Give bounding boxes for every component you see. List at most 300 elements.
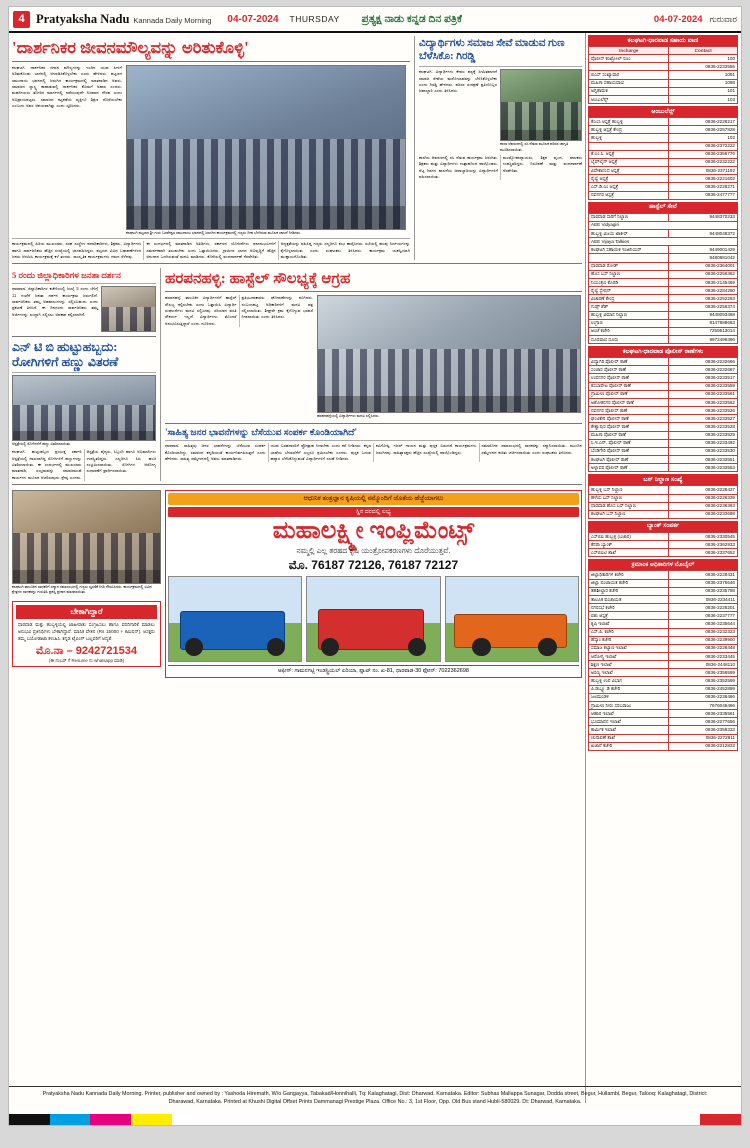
row-label: ಹುಬ್ಬಳ್ಳಿ <box>589 134 669 142</box>
row-number: 0836-2233528 <box>669 423 738 431</box>
table-row <box>589 191 738 199</box>
table-row <box>589 270 738 278</box>
row-number: 100 <box>669 55 738 63</box>
table-row <box>589 486 738 494</box>
row-number: 0836-2232666 <box>669 358 738 366</box>
issue-number-badge: 4 <box>13 11 30 28</box>
row-label <box>589 142 669 150</box>
directory-table <box>588 117 738 200</box>
row-number: 0836-2335561 <box>669 710 738 718</box>
masthead-date: 04-07-2024 <box>227 13 279 25</box>
row-number: 0836-2356776 <box>669 150 738 158</box>
row-number: 0836-2452899 <box>669 685 738 693</box>
table-row <box>589 710 738 718</box>
row-number: 0836-2376646 <box>669 579 738 587</box>
table-row <box>589 595 738 603</box>
side-story <box>414 36 582 260</box>
mahalakshmi-advertisement[interactable] <box>165 490 582 678</box>
row-label: ಆರೋಗ್ಯ ಇಲಾಖೆ <box>589 653 669 661</box>
table-row <box>589 374 738 382</box>
ad-phone[interactable]: ಮೊ. 76187 72126, 76187 72127 <box>288 558 459 573</box>
table-row <box>589 587 738 595</box>
row-label: ಅಗ್ನಿಶಾಮಕ <box>589 87 669 95</box>
table-row <box>589 295 738 303</box>
row-number: 9972499366 <box>669 336 738 344</box>
row-label: ಧಾರವಾಡ ಹೊಸ ಬಸ್ ನಿಲ್ದಾಣ <box>589 502 669 510</box>
dc-janata-darshan-story <box>12 268 161 481</box>
directory-section <box>588 346 738 472</box>
row-label: ಅಶೋಕನಗರ ಪೊಲೀಸ್ ಠಾಣೆ <box>589 398 669 406</box>
row-label: ರೈಲ್ವೆ ಆಸ್ಪತ್ರೆ <box>589 175 669 183</box>
paper-title: Pratyaksha Nadu <box>36 11 130 26</box>
row-label: ನಗರಸಭೆ ಕಚೇರಿ <box>589 604 669 612</box>
row-number: 0836-2233555 <box>669 63 738 71</box>
table-row <box>589 502 738 510</box>
harapanahalli-col2: ಪ್ರತಿಭಟನಾಕಾರರು ಘೋಷಣೆಗಳನ್ನು ಕೂಗಿದರು. ಸಂಬಂಧಪಟ್ಟ ಅಧಿಕಾರಿಗಳಿಗೆ ಮನವಿ ಪತ್ರ ಸಲ್ಲಿಸಲಾಯಿತು. ಶೀಘ್ರವೇ ಕ್ರಮ ಕೈಗೊಳ್ಳುವ ಭರವಸೆ ನೀಡಲಾಯಿತು ಎಂದು ತಿಳಿಸಿದರು. <box>241 295 313 320</box>
row-number: 101 <box>669 87 738 95</box>
table-row <box>589 358 738 366</box>
dc-portrait-photo <box>101 286 156 332</box>
table-row <box>589 541 738 549</box>
directory-table <box>588 485 738 519</box>
row-number: 9449001429 <box>669 246 738 254</box>
table-header-row <box>589 47 738 55</box>
row-number: 0836-2228437 <box>669 486 738 494</box>
row-number: 0836-2234411 <box>669 595 738 603</box>
table-row <box>589 175 738 183</box>
table-row <box>589 319 738 327</box>
table-row <box>589 382 738 390</box>
row-label: ಕಸಬಾಪೇಟ ಪೊಲೀಸ್ ಠಾಣೆ <box>589 382 669 390</box>
table-row <box>589 158 738 166</box>
row-label: ಮಹಿಳಾ ಪೊಲೀಸ್ ಠಾಣೆ <box>589 431 669 439</box>
table-row <box>589 431 738 439</box>
table-row <box>589 579 738 587</box>
row-label: ಎಸ್‌ಬಿಐಟಿ ಶಾಖೆ <box>589 549 669 557</box>
row-number: 0836-2233562 <box>669 398 738 406</box>
table-row <box>589 71 738 79</box>
table-row <box>589 167 738 175</box>
side-story-headline: ವಿದ್ಯಾರ್ಥಿಗಳು ಸಮಾಜ ಸೇವೆ ಮಾಡುವ ಗುಣ ಬೆಳೆಸಿಕೊ: ಗಿರಡ್ಡಿ <box>419 38 565 63</box>
row-label: ಕಲಘಟಗಿ ಬಸ್ ನಿಲ್ದಾಣ <box>589 510 669 518</box>
row-label: ರೈಲ್ವೆ ಸ್ಟೇಷನ್ <box>589 287 669 295</box>
bottom-section <box>12 490 582 678</box>
row-label: ವಿದ್ಯಾಗಿರಿ ಪೊಲೀಸ್ ಠಾಣೆ <box>589 358 669 366</box>
table-row <box>589 693 738 701</box>
masthead-date-right: 04-07-2024 <box>653 13 703 25</box>
tb-story-body: ಕಲಘಟಗಿ: ಹುಟ್ಟುಹಬ್ಬದ ಪ್ರಯುಕ್ತ ಸರ್ಕಾರಿ ಆಸ್ಪತ್ರೆಯಲ್ಲಿ ದಾಖಲಾಗಿದ್ದ ರೋಗಿಗಳಿಗೆ ಹಣ್ಣುಗಳನ್ನು ವಿತರಿಸಲಾಯಿತು. ಈ ಸಂದರ್ಭದಲ್ಲಿ ಮುಖಂಡರು ಮಾತನಾಡಿ, ಸಂಭ್ರಮವನ್ನು ಸಮಾಜಮುಖಿ ಕಾರ್ಯಗಳ ಮೂಲಕ ಆಚರಿಸುವುದು ಶ್ರೇಷ್ಠ ಎಂದರು. ಆಸ್ಪತ್ರೆಯ ವೈದ್ಯರು, ಸಿಬ್ಬಂದಿ ಹಾಗೂ ಅಭಿಮಾನಿಗಳು ಉಪಸ್ಥಿತರಿದ್ದರು. ಎಲ್ಲರಿಗೂ ಸಿಹಿ ಹಂಚಿ ಸಂಭ್ರಮಿಸಲಾಯಿತು. ರೋಗಿಗಳ ಆರೋಗ್ಯ ಸುಧಾರಣೆಗೆ ಪ್ರಾರ್ಥಿಸಲಾಯಿತು. <box>12 449 156 480</box>
classified-body: ಧಾರವಾಡ ಮತ್ತು ಹುಬ್ಬಳ್ಳಿಯಲ್ಲಿ ಜಾಹೀರಾತು ಸಂಗ್ರಹಿಸಲು ಹಾಗೂ ವರದಿಗಾರಿಕೆ ಮಾಡಲು ಅನುಭವಿ ಪ್ರತಿನಿಧಿಗಳು ಬೇಕಾಗಿದ್ದಾರೆ. ಮಾಸಿಕ ವೇತನ (Rs 15000 + ಕಮಿಷನ್). ಆಸಕ್ತರು ತಮ್ಮ ಬಯೋಡಾಟಾ ಕಳುಹಿಸಿ. ಕನ್ನಡ ಟೈಪಿಂಗ್ ಬಲ್ಲವರಿಗೆ ಆದ್ಯತೆ. <box>18 621 155 641</box>
row-number: 0836-2228217 <box>669 118 738 126</box>
row-number: 7676046466 <box>669 701 738 709</box>
masthead <box>9 7 741 33</box>
row-number: 0836-2233526 <box>669 407 738 415</box>
table-row <box>589 628 738 636</box>
row-number: 0836-2233559 <box>669 382 738 390</box>
row-number: 0836-2256374 <box>669 303 738 311</box>
lead-story-col1: ಕಲಘಟಗಿ: ದಾರ್ಶನಿಕರ ಜೀವನ ಮೌಲ್ಯಗಳನ್ನು ಇಂದಿನ ಯುವ ಪೀಳಿಗೆ ಅರಿತುಕೊಂಡು ಬಾಳಿನಲ್ಲಿ ಅಳವಡಿಸಿಕೊಳ್ಳಬೇಕು ಎಂದು ಹೇಳಿದರು. ಪಟ್ಟಣದ ಸಮುದಾಯ ಭವನದಲ್ಲಿ ಜರುಗಿದ ಕಾರ್ಯಕ್ರಮದಲ್ಲಿ ಮಾತನಾಡಿದ ಅವರು, ಸಮಾಜದ ಸ್ವಾಸ್ಥ್ಯ ಕಾಪಾಡುವಲ್ಲಿ ದಾರ್ಶನಿಕರ ಕೊಡುಗೆ ಅಪಾರ ಎಂದರು. ಮಹನೀಯರು ತೋರಿದ ಮಾರ್ಗದಲ್ಲಿ ನಡೆಯುವುದೇ ನಿಜವಾದ ಗೌರವ ಎಂದು ಅಭಿಪ್ರಾಯಪಟ್ಟರು. ಸಮಾಜದ ಕಟ್ಟಕಡೆಯ ವ್ಯಕ್ತಿಗೂ ಶಿಕ್ಷಣ ದೊರೆಯಬೇಕು ಎಂಬುದು ಅವರ ಆಶಯವಾಗಿತ್ತು ಎಂದು ಸ್ಮರಿಸಿದರು. <box>12 65 122 109</box>
page-body <box>9 33 741 1103</box>
table-row <box>589 221 738 229</box>
machine-trailer-orange <box>445 576 579 662</box>
row-number: 0836-2277656 <box>669 718 738 726</box>
award-photo-caption: ಕಲಘಟಗಿ ತಾಲೂಕಿನ ಸಾಧಕರಿಗೆ ಸನ್ಮಾನ ಸಮಾರಂಭದಲ್ಲಿ ಗಣ್ಯರು ಸ್ಮರಣಿಕೆ ನೀಡಿ ಗೌರವಿಸಿದರು. ಕಾರ್ಯಕ್ರಮದಲ್ಲಿ ವಿವಿಧ ಕ್ಷೇತ್ರಗಳ ಸಾಧಕರನ್ನು ಗುರುತಿಸಿ ಪ್ರಶಸ್ತಿ ಪ್ರದಾನ ಮಾಡಲಾಯಿತು. <box>12 585 152 595</box>
table-row <box>589 142 738 150</box>
row-label: ಕಲಘಟಗಿ ಪೊಲೀಸ್ ಠಾಣೆ <box>589 456 669 464</box>
table-row <box>589 407 738 415</box>
table-row <box>589 238 738 246</box>
row-label: ಕಾರ್ಮಿಕ ಇಲಾಖೆ <box>589 726 669 734</box>
row-number: 9448048372 <box>669 229 738 237</box>
directory-heading: ಹಾಸ್ಟೆಲ್ ಸೇವೆ <box>588 202 738 213</box>
masthead-kannada-title: ಪ್ರತ್ಯಕ್ಷ ನಾಡು ಕನ್ನಡ ದಿನ ಪತ್ರಿಕೆ <box>361 12 462 25</box>
row-number: 0836-2228271 <box>669 183 738 191</box>
table-row <box>589 366 738 374</box>
table-row <box>589 612 738 620</box>
row-number: 0836-2226201 <box>669 604 738 612</box>
lead-story-headline: 'ದಾರ್ಶನಿಕರ ಜೀವನಮೌಲ್ಯವನ್ನು ಅರಿತುಕೊಳ್ಳಿ' <box>12 38 249 57</box>
row-label: ತಹಶೀಲ್ದಾರ ಕಚೇರಿ <box>589 587 669 595</box>
row-label: ಅರಣ್ಯ ಇಲಾಖೆ <box>589 669 669 677</box>
directory-table <box>588 532 738 557</box>
side-story-col3: ಮುಖ್ಯೋಪಾಧ್ಯಾಯರು, ಶಿಕ್ಷಕ ವೃಂದ, ಪಾಲಕರು ಉಪಸ್ಥಿತರಿದ್ದರು. ನಿರೂಪಣೆ ಮತ್ತು ವಂದನಾರ್ಪಣೆ ನೆರವೇರಿತು. <box>503 154 582 173</box>
table-row <box>589 183 738 191</box>
row-label: ಬಿಎಸ್ ಸಂಖ್ಯಾವಾರ <box>589 71 669 79</box>
row-label: ಭೂಮಾಪನ ಇಲಾಖೆ <box>589 718 669 726</box>
row-label: ಗ್ರಾಮೀಣ ನೀರು ಸರಬರಾಜು <box>589 701 669 709</box>
row-number: 0836-2239900 <box>669 636 738 644</box>
table-row <box>589 95 738 103</box>
table-row <box>589 246 738 254</box>
row-number: 0836-2284260 <box>669 287 738 295</box>
table-row <box>589 620 738 628</box>
row-number: 0836-2233530 <box>669 447 738 455</box>
row-label: ಬೆಂಡಿಗೇರಿ ಪೊಲೀಸ್ ಠಾಣೆ <box>589 447 669 455</box>
dc-story-body: ಧಾರವಾಡ: ಜಿಲ್ಲಾಧಿಕಾರಿಗಳ ಕಚೇರಿಯಲ್ಲಿ ಜುಲೈ 5 ರಂದು ಬೆಳಿಗ್ಗೆ 11 ಗಂಟೆಗೆ ಜನತಾ ದರ್ಶನ ಕಾರ್ಯಕ್ರಮ ಜರುಗಲಿದೆ. ಸಾರ್ವಜನಿಕರು ತಮ್ಮ ಅಹವಾಲುಗಳನ್ನು ಸಲ್ಲಿಸಬಹುದು ಎಂದು ಪ್ರಕಟಣೆ ತಿಳಿಸಿದೆ. ಈ ದಿನದಂದು ಸಾರ್ವಜನಿಕರು ತಮ್ಮ ಅರ್ಜಿಗಳನ್ನು ಖುದ್ದಾಗಿ ಸಲ್ಲಿಸಲು ಅವಕಾಶ ಕಲ್ಪಿಸಲಾಗಿದೆ. <box>12 286 98 317</box>
row-label: ಚುನಾವಣೆ ಶಾಖೆ <box>589 734 669 742</box>
machine-plough-blue <box>168 576 302 662</box>
machine-rotavator-red <box>306 576 440 662</box>
col-contact: Contact <box>669 47 738 55</box>
row-number: 0836-2257828 <box>669 126 738 134</box>
table-row <box>589 447 738 455</box>
row-number: 0836-2233517 <box>669 374 738 382</box>
row-number: 9448093468 <box>669 311 738 319</box>
row-label: ಸಮಾಜ ಕಲ್ಯಾಣ ಇಲಾಖೆ <box>589 644 669 652</box>
table-row <box>589 701 738 709</box>
ad-address: ಆಫೀಸ್: ಗಾಮನಗಟ್ಟಿ ಇಂಡಸ್ಟ್ರಿಯಲ್ ಏರಿಯಾ, ಪ್ಲಾಟ್ ನಂ. ಖ-81, ಧಾರವಾಡ-30 ಫೋನ್: 7022362698 <box>168 665 579 675</box>
row-number: 0836-2233561 <box>669 390 738 398</box>
table-row <box>589 604 738 612</box>
table-row <box>589 571 738 579</box>
directory-sidebar <box>585 33 740 1103</box>
tb-story-caption: ಆಸ್ಪತ್ರೆಯಲ್ಲಿ ರೋಗಿಗಳಿಗೆ ಹಣ್ಣು ವಿತರಿಸಲಾಯಿತು. <box>12 442 72 447</box>
table-row <box>589 134 738 142</box>
row-number: 0836-2232667 <box>669 366 738 374</box>
table-row <box>589 549 738 557</box>
table-row <box>589 390 738 398</box>
table-row <box>589 661 738 669</box>
row-label: ಎಸ್.ಪಿ. ಕಚೇರಿ <box>589 628 669 636</box>
row-number: 9480881042 <box>669 254 738 262</box>
directory-section <box>588 559 738 750</box>
table-row <box>589 150 738 158</box>
row-label <box>589 254 669 262</box>
table-row <box>589 510 738 518</box>
directory-section <box>588 474 738 519</box>
row-number: 0836-2233445 <box>669 653 738 661</box>
classified-ad <box>12 601 161 668</box>
lead-story-caption: ಕಲಘಟಗಿ ಪಟ್ಟಣದ ಶ್ರೀ ಗುರು ಬಸವೇಶ್ವರ ಸಮುದಾಯ ಭವನದಲ್ಲಿ ಜರುಗಿದ ಕಾರ್ಯಕ್ರಮದಲ್ಲಿ ಗಣ್ಯರು ದೀಪ ಬೆಳಗಿಸುವ ಮೂಲಕ ಚಾಲನೆ ನೀಡಿದರು. <box>126 231 302 235</box>
row-number: 0836-2236363 <box>669 502 738 510</box>
harapanahalli-headline: ಹರಪನಹಳ್ಳಿ: ಹಾಸ್ಟೆಲ್ ಸೌಲಭ್ಯಕ್ಕೆ ಆಗ್ರಹ <box>165 271 351 288</box>
table-row <box>589 726 738 734</box>
row-label: ಕೆಎಂಸಿ ಆಸ್ಪತ್ರೆ ಹುಬ್ಬಳ್ಳಿ <box>589 118 669 126</box>
table-row <box>589 677 738 685</box>
row-number: 0836-2371192 <box>669 167 738 175</box>
table-row <box>589 532 738 540</box>
row-label: ನವನಗರ ಪೊಲೀಸ್ ಠಾಣೆ <box>589 407 669 415</box>
row-label: ಅಂಚೆ ಕಚೇರಿ <box>589 327 669 335</box>
row-number: 0836-2212833 <box>669 742 738 750</box>
row-label: ಅಳ್ನಾವರ ಪೊಲೀಸ್ ಠಾಣೆ <box>589 464 669 472</box>
table-row <box>589 439 738 447</box>
masthead-title-block <box>36 12 211 27</box>
row-label: ಗ್ರಾಮೀಣ ಪೊಲೀಸ್ ಠಾಣೆ <box>589 390 669 398</box>
row-number: 1098 <box>669 79 738 87</box>
table-row <box>589 213 738 221</box>
row-number: 0836-2372222 <box>669 142 738 150</box>
table-row <box>589 398 738 406</box>
row-number: 0836-2228431 <box>669 571 738 579</box>
main-content <box>9 33 585 1103</box>
classified-title: ಬೇಕಾಗಿದ್ದಾರೆ <box>16 605 157 619</box>
row-number: 0836-2337652 <box>669 549 738 557</box>
table-row <box>589 644 738 652</box>
row-label: ಆಂಬುಲೆನ್ಸ್ <box>589 95 669 103</box>
row-label: ಆಹಾರ ಇಲಾಖೆ <box>589 710 669 718</box>
classified-note: (ಈ ನಂಬರ್ ಗೆ Resume ನು whatsapp ಮಾಡಿ) <box>48 658 125 664</box>
classified-phone[interactable]: ಮೊ.ನಾ – 9242721534 <box>35 645 137 658</box>
row-number: 0836-2233529 <box>669 431 738 439</box>
page-footer-imprint: Pratyaksha Nadu Kannada Daily Morning. Printer, publisher and owned by : Yashoda Hiremath, W/o Gangayya, Tabakad/Honnihalli, Tq: Kalaghatagi, Dist: Dharwad. Karnataka. Editor: Subhas Mallappa Sunagar, Dodda street, Begur, Hullambi, Begur, Talooq: Kalaghatagi, District: Dharawad, Karnataka. Printed at Khushi Digital Offset Prints Dammanagi Prestige Plaza. Office No.: 3, 1st Floor, Opp. Old Bus stand Hubli-580029. Dt: Dharwad, Karnataka. <box>9 1086 741 1109</box>
table-row <box>589 229 738 237</box>
row-number: 0836-2235644 <box>669 620 738 628</box>
table-row <box>589 494 738 502</box>
row-label: AEE Vijaya Talkies <box>589 238 738 246</box>
row-label: ಹಳೆಯ ಬಸ್ ನಿಲ್ದಾಣ <box>589 494 669 502</box>
row-label: ವಿವೇಕಾನಂದ ಆಸ್ಪತ್ರೆ <box>589 167 669 175</box>
directory-table <box>588 570 738 750</box>
row-number: 0836-2252263 <box>669 295 738 303</box>
row-label: ದೂರವಾಣಿ ದೂರು <box>589 336 669 344</box>
row-label: ಘಂಟಿಕೇರಿ ಪೊಲೀಸ್ ಠಾಣೆ <box>589 415 669 423</box>
ad-banner-text: ಆಧುನಿಕ ತಂತ್ರಜ್ಞಾನ ಕೃಷಿಯಲ್ಲಿ ನಮ್ಮೊಂದಿಗೆ ಜೊತೆಯ ಹೆಜ್ಜೆಯಾಗಲು <box>168 493 579 505</box>
row-label: ಗುಡ್ಸ್ ಶೆಡ್ <box>589 303 669 311</box>
row-number: 103 <box>669 95 738 103</box>
row-number: 0836-2364001 <box>669 262 738 270</box>
side-story-photo <box>500 69 582 141</box>
row-label: ವಿಚಾರಣೆ ಕೇಂದ್ರ <box>589 295 669 303</box>
row-number: 0836-2233527 <box>669 415 738 423</box>
table-row <box>589 287 738 295</box>
row-label: ಕಲಘಟಗಿ ಸಹಾಯಕ ಇಂಜಿನಿಯರ್ <box>589 246 669 254</box>
award-and-classified <box>12 490 161 678</box>
row-number: 0836-2356599 <box>669 669 738 677</box>
row-number: 0836-2358333 <box>669 726 738 734</box>
col-incharge: Incharge <box>589 47 669 55</box>
table-row <box>589 415 738 423</box>
table-row <box>589 669 738 677</box>
lead-story-col4: ಅಧ್ಯಕ್ಷತೆಯನ್ನು ವಹಿಸಿದ್ದ ಗಣ್ಯರು ಎಲ್ಲರಿಗೂ ಶುಭ ಹಾರೈಸಿದರು. ಸಭೆಯಲ್ಲಿ ಹಲವು ನಿರ್ಣಯಗಳನ್ನು ಕೈಗೊಳ್ಳಲಾಯಿತು ಎಂದು ಸಂಘಟಕರು ತಿಳಿಸಿದರು. ಕಾರ್ಯಕ್ರಮ ಯಶಸ್ವಿಯಾಗಿ ಮುಕ್ತಾಯಗೊಂಡಿತು. <box>280 241 410 259</box>
row-number: 0836-2256362 <box>669 270 738 278</box>
award-ceremony-photo <box>12 490 161 584</box>
directory-section <box>588 35 738 104</box>
directory-heading: ಆಂಬುಲೆನ್ಸ್ <box>588 106 738 117</box>
row-label: ಜಿಲ್ಲಾಧಿಕಾರಿಗಳ ಕಚೇರಿ <box>589 571 669 579</box>
ad-ribbon-text: ಸ್ಥಿರ ದರದಲ್ಲಿ ಲಭ್ಯ <box>168 507 579 517</box>
row-number: 0836-2232323 <box>669 628 738 636</box>
top-story-row <box>12 36 582 260</box>
row-label: ಲೈಫ್‌ಲೈನ್ ಆಸ್ಪತ್ರೆ <box>589 158 669 166</box>
masthead-day: THURSDAY <box>289 14 340 24</box>
literature-col2: ಯುವ ಬರಹಗಾರರಿಗೆ ಪ್ರೋತ್ಸಾಹ ನೀಡಬೇಕು ಎಂದು ಕರೆ ನೀಡಿದರು. ಕನ್ನಡ ಭಾಷೆಯ ಬೆಳವಣಿಗೆಗೆ ಎಲ್ಲರೂ ಶ್ರಮಿಸಬೇಕು ಎಂದರು. ಪುಸ್ತಕ ಓದುವ ಹವ್ಯಾಸ ಬೆಳೆಸಿಕೊಳ್ಳುವಂತೆ ವಿದ್ಯಾರ್ಥಿಗಳಿಗೆ ಸಲಹೆ ನೀಡಿದರು. <box>270 443 371 461</box>
table-row <box>589 63 738 71</box>
harapanahalli-photo <box>317 295 581 413</box>
tb-story-photo <box>12 375 156 441</box>
row-number: 102 <box>669 134 738 142</box>
table-row <box>589 303 738 311</box>
row-number: 9448370233 <box>669 213 738 221</box>
row-number: 7259513014 <box>669 327 738 335</box>
directory-section <box>588 106 738 200</box>
row-label: ಕೆ.ಎಂ.ಸಿ. ಆಸ್ಪತ್ರೆ <box>589 150 669 158</box>
row-label: AEE Vidyagiri <box>589 221 738 229</box>
row-label: ಮಹಿಳಾ ಸಹಾಯವಾಣಿ <box>589 79 669 87</box>
table-row <box>589 327 738 335</box>
row-label: ತಾಲೂಕ ಪಂಚಾಯತ <box>589 595 669 603</box>
row-label: ಸಂಚಾರ ಪೊಲೀಸ್ ಠಾಣೆ <box>589 366 669 374</box>
row-label: ಧಾರವಾಡ ರೋಡ್ <box>589 262 669 270</box>
table-row <box>589 456 738 464</box>
directory-section <box>588 521 738 557</box>
directory-heading: ಕಲಘಟಗಿ-ಧಾರವಾಡ ಪೊಲೀಸ್ ಠಾಣೆಗಳು <box>588 346 738 357</box>
row-number: 0836-2233553 <box>669 464 738 472</box>
row-label: ಉಗ್ರಾಣ <box>589 319 669 327</box>
row-label: ನವನಗರ ಆಸ್ಪತ್ರೆ <box>589 191 669 199</box>
table-row <box>589 79 738 87</box>
row-number: 0836-2352599 <box>669 677 738 685</box>
side-story-col2: ಶಾಲೆಯ ಆವರಣದಲ್ಲಿ ಸಸಿ ನೆಡುವ ಕಾರ್ಯಕ್ರಮ ಜರುಗಿತು. ಶಿಕ್ಷಕರು ಮತ್ತು ವಿದ್ಯಾರ್ಥಿಗಳು ಉತ್ಸಾಹದಿಂದ ಪಾಲ್ಗೊಂಡರು. ನೆಟ್ಟ ಗಿಡಗಳ ಪಾಲನೆಯ ಜವಾಬ್ದಾರಿಯನ್ನು ವಿದ್ಯಾರ್ಥಿಗಳಿಗೆ ವಹಿಸಲಾಯಿತು. <box>419 154 498 179</box>
row-label: ಹುಬ್ಬಳ್ಳಿ ವಿಮಾನ ನಿಲ್ದಾಣ <box>589 311 669 319</box>
row-number: 0836-2221602 <box>669 175 738 183</box>
harapanahalli-story <box>165 268 582 481</box>
directory-heading: ಕ್ರಮಾಂಕ ಅಧಿಕಾರಿಗಳ ಮೊಬೈಲ್ <box>588 559 738 570</box>
lead-story-photo <box>126 65 406 230</box>
row-label: ಜಿಲ್ಲಾ ಪಂಚಾಯತ ಕಚೇರಿ <box>589 579 669 587</box>
row-number: 0836-2235798 <box>669 587 738 595</box>
table-row <box>589 55 738 63</box>
row-label: ಹೆಸ್ಕಾಂ ಕಚೇರಿ <box>589 636 669 644</box>
directory-heading: ಬಸ್ ನಿಲ್ದಾಣ ಸಂಖ್ಯೆ <box>588 474 738 485</box>
ad-product-images <box>168 576 579 662</box>
masthead-day-right: ಗುರುವಾರ <box>709 13 737 24</box>
ad-brand-title: ಮಹಾಲಕ್ಷ್ಮೀ ಇಂಪ್ಲಿಮೆಂಟ್ಸ್ <box>272 518 475 545</box>
literature-col1: ಧಾರವಾಡ: ಸಾಹಿತ್ಯವು ಜನರ ಭಾವನೆಗಳನ್ನು ಬೆಸೆಯುವ ಸಂಪರ್ಕ ಕೊಂಡಿಯಾಗಿದ್ದು, ಸಮಾಜದ ಕನ್ನಡಿಯಂತೆ ಕಾರ್ಯನಿರ್ವಹಿಸುತ್ತದೆ ಎಂದು ಹೇಳಿದರು. ಸಾಹಿತ್ಯ ಸಮ್ಮೇಳನದಲ್ಲಿ ಅವರು ಮಾತನಾಡಿದರು. <box>165 443 266 461</box>
row-label: ಹುಬ್ಬಳ್ಳಿ ವಿಜಯ ಟಾಕೀಸ್ <box>589 229 669 237</box>
table-row <box>589 742 738 750</box>
table-row <box>589 118 738 126</box>
registration-color-bar <box>9 1114 741 1125</box>
row-number: 0836-2448110 <box>669 661 738 669</box>
row-number: 1091 <box>669 71 738 79</box>
table-row <box>589 718 738 726</box>
row-number: 0836-2237777 <box>669 612 738 620</box>
row-number: 0836-2236466 <box>669 693 738 701</box>
table-row <box>589 262 738 270</box>
row-label: ಜಲಮಂಡಳಿ <box>589 693 669 701</box>
row-label: ಉಪನಗರ ಪೊಲೀಸ್ ಠಾಣೆ <box>589 374 669 382</box>
directory-table <box>588 46 738 104</box>
row-label: ಖಜಾನೆ ಕಚೇರಿ <box>589 742 669 750</box>
table-row <box>589 423 738 431</box>
row-label: ಕೇಶ್ವಾಪುರ ಪೊಲೀಸ್ ಠಾಣೆ <box>589 423 669 431</box>
row-label: ಪೊಲೀಸ್ ಕಂಟ್ರೋಲ್ ರೂಂ <box>589 55 669 63</box>
row-number: 0836-2477777 <box>669 191 738 199</box>
mid-section <box>12 268 582 481</box>
table-row <box>589 653 738 661</box>
lead-story <box>12 36 410 260</box>
row-label: ಪಶು ಆಸ್ಪತ್ರೆ <box>589 612 669 620</box>
row-number: 0836-2233698 <box>669 510 738 518</box>
row-number: 8147888663 <box>669 319 738 327</box>
lead-story-col2: ಕಾರ್ಯಕ್ರಮದಲ್ಲಿ ಹಿರಿಯ ಮುಖಂಡರು, ಸಂಘ ಸಂಸ್ಥೆಗಳ ಪದಾಧಿಕಾರಿಗಳು, ಶಿಕ್ಷಕರು, ವಿದ್ಯಾರ್ಥಿಗಳು ಹಾಗೂ ಸಾರ್ವಜನಿಕರು ಹೆಚ್ಚಿನ ಸಂಖ್ಯೆಯಲ್ಲಿ ಭಾಗವಹಿಸಿದ್ದರು. ಪಟ್ಟಣದ ವಿವಿಧ ಬಡಾವಣೆಗಳಿಂದ ಜನರು ಆಗಮಿಸಿ ಕಾರ್ಯಕ್ರಮಕ್ಕೆ ಕಳೆ ತಂದರು. ಸಾಂಸ್ಕೃತಿಕ ಕಾರ್ಯಕ್ರಮಗಳು ಗಮನ ಸೆಳೆದವು. <box>12 241 142 259</box>
harapanahalli-col1: ಹರಪನಹಳ್ಳಿ: ತಾಲೂಕಿನ ವಿದ್ಯಾರ್ಥಿಗಳಿಗೆ ಹಾಸ್ಟೆಲ್ ಸೌಲಭ್ಯ ಕಲ್ಪಿಸಬೇಕು ಎಂದು ಒತ್ತಾಯಿಸಿ ವಿದ್ಯಾರ್ಥಿ ಸಂಘಟನೆಗಳು ಮನವಿ ಸಲ್ಲಿಸಿದವು. ಸರಿಯಾದ ವಸತಿ ಸೌಕರ್ಯ ಇಲ್ಲದೆ ವಿದ್ಯಾರ್ಥಿಗಳು ತೊಂದರೆ ಅನುಭವಿಸುತ್ತಿದ್ದಾರೆ ಎಂದು ದೂರಿದರು. <box>165 295 237 326</box>
paper-subtitle: Kannada Daily Morning <box>133 15 212 25</box>
row-number: 0836-2233551 <box>669 456 738 464</box>
row-label: ಹುಬ್ಬಳ್ಳಿ ಉಪ ವಿಭಾಗ <box>589 677 669 685</box>
row-label: ಹೊಸ ಬಸ್ ನಿಲ್ದಾಣ <box>589 270 669 278</box>
table-row <box>589 685 738 693</box>
table-row <box>589 464 738 472</box>
row-label: ಕೆನರಾ ಬ್ಯಾಂಕ್ <box>589 541 669 549</box>
table-row <box>589 278 738 286</box>
lead-story-col3: ಈ ಸಂದರ್ಭದಲ್ಲಿ ಮಾತನಾಡಿದ ಅತಿಥಿಗಳು, ಸರ್ಕಾರದ ಯೋಜನೆಗಳು ಫಲಾನುಭವಿಗಳಿಗೆ ಸಮರ್ಪಕವಾಗಿ ತಲುಪಬೇಕು ಎಂದು ಒತ್ತಾಯಿಸಿದರು. ಗ್ರಾಮೀಣ ಭಾಗದ ಅಭಿವೃದ್ಧಿಗೆ ಹೆಚ್ಚಿನ ಅನುದಾನ ಒದಗಿಸುವಂತೆ ಮನವಿ ಮಾಡಿದರು. ಕೊನೆಯಲ್ಲಿ ವಂದನಾರ್ಪಣೆ ನೆರವೇರಿತು. <box>146 241 276 259</box>
row-label: ಧಾರವಾಡ ಸಾರಿಗೆ ನಿಲ್ದಾಣ <box>589 213 669 221</box>
row-label: ನಿಯಂತ್ರಣ ಕೊಠಡಿ <box>589 278 669 286</box>
table-row <box>589 311 738 319</box>
table-row <box>589 734 738 742</box>
row-label: ಸಿ.ಇ.ಎನ್. ಪೊಲೀಸ್ ಠಾಣೆ <box>589 439 669 447</box>
row-label: ಹುಬ್ಬಳ್ಳಿ ಆಸ್ಪತ್ರೆ ಕೇಂದ್ರ <box>589 126 669 134</box>
row-number: 0836-2228448 <box>669 644 738 652</box>
row-number: 0836-2233492 <box>669 439 738 447</box>
newspaper-page <box>8 6 742 1126</box>
row-label: ಎಸ್.ಡಿ.ಎಂ ಆಸ್ಪತ್ರೆ <box>589 183 669 191</box>
row-number: 0836-2145469 <box>669 278 738 286</box>
ad-subtitle: ನಮ್ಮಲ್ಲಿ ಎಲ್ಲ ತರಹದ ಕೃಷಿ ಯಂತ್ರೋಪಕರಣಗಳು ದೊರೆಯುತ್ತವೆ. <box>296 546 451 556</box>
directory-table <box>588 213 738 345</box>
masthead-right <box>654 14 737 25</box>
row-number: 0836-2272811 <box>669 734 738 742</box>
table-row <box>589 254 738 262</box>
row-label <box>589 63 669 71</box>
dc-story-headline: 5 ರಂದು ಜಿಲ್ಲಾಧಿಕಾರಿಗಳ ಜನತಾ ದರ್ಶನ <box>12 270 121 281</box>
table-row <box>589 636 738 644</box>
side-story-col1: ಕಲಘಟಗಿ: ವಿದ್ಯಾರ್ಥಿಗಳು ಕೇವಲ ಪಠ್ಯಕ್ಕೆ ಸೀಮಿತವಾಗದೆ ಸಮಾಜ ಸೇವೆಯ ಮನೋಭಾವವನ್ನು ಬೆಳೆಸಿಕೊಳ್ಳಬೇಕು ಎಂದು ಗಿರಡ್ಡಿ ಹೇಳಿದರು. ಪರಿಸರ ಸಂರಕ್ಷಣೆ ಪ್ರತಿಯೊಬ್ಬರ ಜವಾಬ್ದಾರಿ ಎಂದು ತಿಳಿಸಿದರು. <box>419 69 497 94</box>
directory-table <box>588 357 738 472</box>
tb-story-headline: ಎನ್ ಟಿ ಬಿ ಹುಟ್ಟುಹಬ್ಬದು: ರೋಗಿಗಳಿಗೆ ಹಣ್ಣು ವಿತರಣೆ <box>12 340 119 369</box>
